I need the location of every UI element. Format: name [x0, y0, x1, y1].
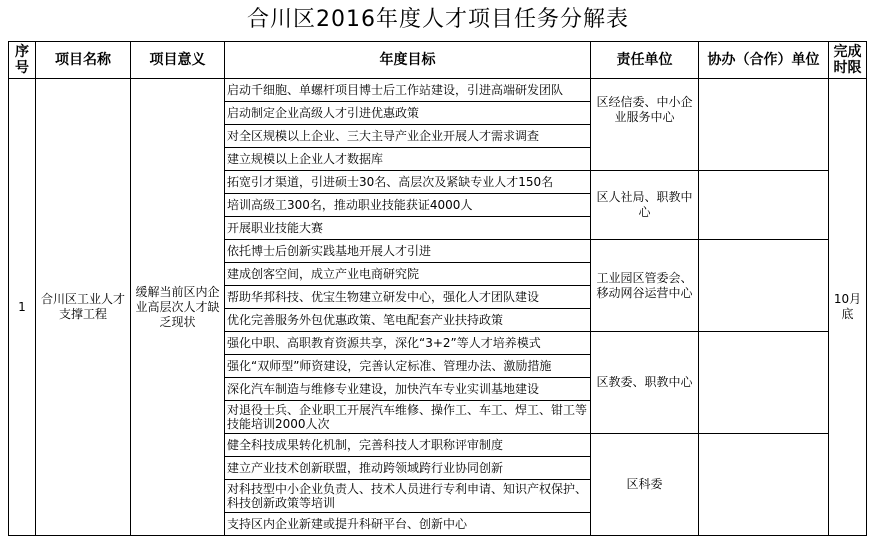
- resp-cell: 区教委、职教中心: [591, 332, 699, 434]
- assist-cell: [699, 79, 829, 171]
- resp-cell: 工业园区管委会、移动网谷运营中心: [591, 240, 699, 332]
- goal-cell: 拓宽引才渠道，引进硕士30名、高层次及紧缺专业人才150名: [225, 171, 591, 194]
- assist-cell: [699, 240, 829, 332]
- goal-cell: 开展职业技能大赛: [225, 217, 591, 240]
- assist-cell: [699, 171, 829, 240]
- task-table: [8, 41, 867, 536]
- goal-cell: 强化中职、高职教育资源共享，深化“3+2”等人才培养模式: [225, 332, 591, 355]
- cell-project-meaning: 缓解当前区内企业高层次人才缺乏现状: [131, 79, 225, 536]
- header-row: [9, 42, 867, 79]
- header-resp: 责任单位: [591, 42, 699, 79]
- goal-cell: 对退役士兵、企业职工开展汽车维修、操作工、车工、焊工、钳工等技能培训2000人次: [225, 401, 591, 434]
- goal-cell: 建立产业技术创新联盟，推动跨领域跨行业协同创新: [225, 457, 591, 480]
- goal-cell: 依托博士后创新实践基地开展人才引进: [225, 240, 591, 263]
- goal-cell: 深化汽车制造与维修专业建设，加快汽车专业实训基地建设: [225, 378, 591, 401]
- cell-deadline: 10月底: [829, 79, 867, 536]
- goal-cell: 支持区内企业新建或提升科研平台、创新中心: [225, 513, 591, 536]
- goal-cell: 启动制定企业高级人才引进优惠政策: [225, 102, 591, 125]
- goal-cell: 帮助华邦科技、优宝生物建立研发中心，强化人才团队建设: [225, 286, 591, 309]
- header-deadline: 完成时限: [829, 42, 867, 79]
- goal-cell: 建成创客空间，成立产业电商研究院: [225, 263, 591, 286]
- resp-cell: 区人社局、职教中心: [591, 171, 699, 240]
- assist-cell: [699, 434, 829, 536]
- goal-cell: 对科技型中小企业负责人、技术人员进行专利申请、知识产权保护、科技创新政策等培训: [225, 480, 591, 513]
- resp-cell: 区经信委、中小企业服务中心: [591, 79, 699, 171]
- goal-cell: 优化完善服务外包优惠政策、笔电配套产业扶持政策: [225, 309, 591, 332]
- resp-cell: 区科委: [591, 434, 699, 536]
- header-seq: 序号: [9, 42, 36, 79]
- header-name: 项目名称: [36, 42, 131, 79]
- goal-cell: 健全科技成果转化机制，完善科技人才职称评审制度: [225, 434, 591, 457]
- assist-cell: [699, 332, 829, 434]
- header-goal: 年度目标: [225, 42, 591, 79]
- goal-cell: 强化“双师型”师资建设，完善认定标准、管理办法、激励措施: [225, 355, 591, 378]
- cell-seq: 1: [9, 79, 36, 536]
- header-assist: 协办（合作）单位: [699, 42, 829, 79]
- page-title: 合川区2016年度人才项目任务分解表: [247, 7, 629, 32]
- goal-cell: 对全区规模以上企业、三大主导产业企业开展人才需求调查: [225, 125, 591, 148]
- goal-cell: 建立规模以上企业人才数据库: [225, 148, 591, 171]
- goal-cell: 培训高级工300名，推动职业技能获证4000人: [225, 194, 591, 217]
- goal-cell: 启动千细胞、单螺杆项目博士后工作站建设，引进高端研发团队: [225, 79, 591, 102]
- header-meaning: 项目意义: [131, 42, 225, 79]
- table-row: [9, 79, 867, 102]
- cell-project-name: 合川区工业人才支撑工程: [36, 79, 131, 536]
